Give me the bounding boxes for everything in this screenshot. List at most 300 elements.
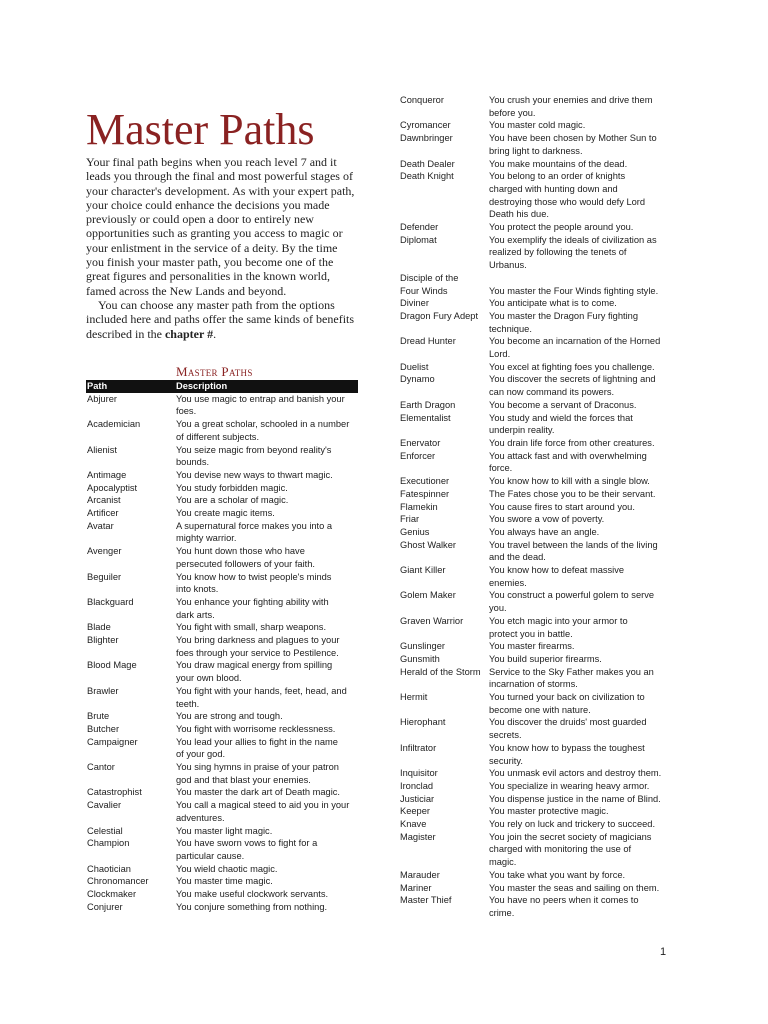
table-row (86, 837, 358, 862)
path-description (489, 805, 681, 818)
description-line: before you. (489, 107, 536, 118)
description-line: foes. (176, 406, 197, 417)
table-row (86, 685, 358, 710)
path-name: Avatar (87, 520, 114, 531)
table-row (399, 894, 681, 919)
path-name: Flamekin (400, 501, 438, 512)
intro-text (86, 155, 358, 341)
table-row (399, 412, 681, 437)
description-line: You become an incarnation of the Horned (489, 336, 661, 347)
path-name: Cavalier (87, 800, 122, 811)
path-description (489, 793, 681, 806)
path-description (489, 412, 681, 437)
table-title: Master Paths (176, 364, 253, 379)
table-row (86, 659, 358, 684)
path-description (176, 685, 358, 710)
path-description (489, 767, 681, 780)
description-line: You fight with worrisome recklessness. (176, 723, 336, 734)
chapter-reference: chapter # (164, 326, 214, 341)
description-line: You enhance your fighting ability with (176, 596, 329, 607)
table-row (399, 310, 681, 335)
description-line: protect you in battle. (489, 628, 573, 639)
table-row (399, 767, 681, 780)
path-description (489, 513, 681, 526)
path-description (176, 545, 358, 570)
path-description (176, 507, 358, 520)
path-name: Antimage (87, 469, 127, 480)
path-description (176, 786, 358, 799)
table-row (86, 494, 358, 507)
path-name: Death Knight (400, 171, 454, 182)
description-line: You join the secret society of magicians (489, 831, 652, 842)
path-description (489, 539, 681, 564)
description-line: enemies. (489, 577, 527, 588)
path-name: Four Winds (400, 285, 448, 296)
path-description (176, 659, 358, 684)
description-line: You use magic to entrap and banish your (176, 393, 345, 404)
description-line: You anticipate what is to come. (489, 298, 617, 309)
description-line: The Fates chose you to be their servant. (489, 488, 656, 499)
path-name: Dread Hunter (400, 336, 456, 347)
description-line: Lord. (489, 349, 511, 360)
path-name: Academician (87, 419, 141, 430)
path-description (489, 170, 681, 221)
path-name: Friar (400, 514, 420, 525)
path-description (176, 469, 358, 482)
path-description (489, 272, 681, 285)
description-line: You make useful clockwork servants. (176, 889, 329, 900)
path-description (176, 723, 358, 736)
path-description (176, 482, 358, 495)
path-name: Arcanist (87, 495, 121, 506)
description-line: You belong to an order of knights (489, 171, 626, 182)
page-title: Master Paths (86, 105, 315, 154)
description-line: destroying those who would defy Lord (489, 196, 646, 207)
path-description (176, 875, 358, 888)
description-line: You master light magic. (176, 825, 273, 836)
description-line: You discover the druids' most guarded (489, 717, 647, 728)
description-line: You turned your back on civilization to (489, 692, 645, 703)
table-body-right (399, 94, 681, 920)
path-description (489, 666, 681, 691)
path-name: Avenger (87, 546, 122, 557)
page-number: 1 (660, 946, 667, 958)
description-line: You rely on luck and trickery to succeed. (489, 819, 656, 830)
description-line: You have no peers when it comes to (489, 895, 639, 906)
description-line: mighty warrior. (176, 533, 237, 544)
path-description (176, 736, 358, 761)
path-name: Cyromancer (400, 120, 451, 131)
description-line: You travel between the lands of the living (489, 539, 658, 550)
description-line: Service to the Sky Father makes you an (489, 666, 654, 677)
path-name: Diplomat (400, 234, 437, 245)
description-line: dark arts. (176, 609, 215, 620)
description-line: secrets. (489, 730, 522, 741)
table-row (86, 875, 358, 888)
path-name: Blackguard (87, 596, 134, 607)
path-description (176, 761, 358, 786)
path-name: Genius (400, 526, 430, 537)
table-row (86, 863, 358, 876)
description-line: You excel at fighting foes you challenge. (489, 361, 655, 372)
path-name: Brute (87, 711, 110, 722)
description-line: into knots. (176, 584, 219, 595)
path-description (489, 716, 681, 741)
table-row (399, 475, 681, 488)
description-line: underpin reality. (489, 425, 555, 436)
path-description (176, 710, 358, 723)
path-description (489, 94, 681, 119)
description-line: bring light to darkness. (489, 145, 583, 156)
table-row (399, 132, 681, 157)
description-line: You have been chosen by Mother Sun to (489, 133, 657, 144)
path-description (489, 589, 681, 614)
table-row (399, 272, 681, 285)
description-line: You cause fires to start around you. (489, 501, 635, 512)
description-line: particular cause. (176, 851, 245, 861)
description-line: technique. (489, 323, 532, 334)
path-name: Butcher (87, 723, 120, 734)
description-line: and the dead. (489, 552, 546, 563)
description-line: You swore a vow of poverty. (489, 514, 605, 525)
path-description (489, 780, 681, 793)
path-description (489, 894, 681, 919)
path-name: Herald of the Storm (400, 666, 481, 677)
path-description (489, 615, 681, 640)
path-description (489, 475, 681, 488)
description-line: persecuted followers of your faith. (176, 558, 316, 569)
description-line: A supernatural force makes you into a (176, 520, 333, 531)
path-name: Apocalyptist (87, 482, 138, 493)
table-row (399, 882, 681, 895)
table-row (399, 780, 681, 793)
table-row (86, 799, 358, 824)
description-line: realized by following the tenets of (489, 247, 627, 258)
table-row (86, 723, 358, 736)
table-row (399, 170, 681, 221)
path-name: Blade (87, 622, 111, 633)
path-name: Dragon Fury Adept (400, 310, 479, 321)
description-line: You make mountains of the dead. (489, 158, 628, 169)
path-name: Hierophant (400, 717, 446, 728)
path-description (176, 901, 358, 914)
path-name: Justiciar (400, 793, 435, 804)
path-name: Blood Mage (87, 660, 137, 671)
description-line: You unmask evil actors and destroy them. (489, 768, 662, 779)
path-description (489, 818, 681, 831)
description-line: You master the Four Winds fighting style. (489, 285, 659, 296)
table-row (399, 615, 681, 640)
path-description (176, 799, 358, 824)
path-name: Magister (400, 831, 436, 842)
path-name: Clockmaker (87, 889, 137, 900)
description-line: You devise new ways to thwart magic. (176, 469, 333, 480)
description-line: You protect the people around you. (489, 222, 634, 233)
description-line: You are strong and tough. (176, 711, 283, 722)
table-row (86, 786, 358, 799)
table-row (399, 234, 681, 272)
path-name: Duelist (400, 361, 429, 372)
table-row (86, 901, 358, 914)
intro-paragraph-2-text: You can choose any master path from the options included here and paths offer the same kinds of benefits described in the (86, 297, 355, 341)
description-line: charged with hunting down and (489, 183, 618, 194)
table-row (86, 825, 358, 838)
description-line: You construct a powerful golem to serve (489, 590, 655, 601)
description-line: You dispense justice in the name of Blind. (489, 793, 661, 804)
description-line: You master the seas and sailing on them. (489, 882, 660, 893)
table-row (399, 793, 681, 806)
path-description (489, 285, 681, 298)
path-description (489, 310, 681, 335)
path-name: Cantor (87, 762, 115, 773)
path-name: Ghost Walker (400, 539, 456, 550)
description-line: You are a scholar of magic. (176, 495, 289, 506)
path-name: Golem Maker (400, 590, 456, 601)
path-description (176, 596, 358, 621)
path-description (489, 501, 681, 514)
table-row (399, 399, 681, 412)
path-name: Celestial (87, 825, 123, 836)
table-row (399, 742, 681, 767)
table-row (86, 469, 358, 482)
description-line: You master time magic. (176, 876, 273, 887)
description-line: You master the Dragon Fury fighting (489, 310, 639, 321)
table-row (399, 221, 681, 234)
path-description (176, 418, 358, 443)
path-name: Defender (400, 222, 439, 233)
table-row (86, 761, 358, 786)
table-body-left (86, 393, 358, 914)
path-description (176, 571, 358, 596)
description-line: security. (489, 755, 523, 766)
table-row (399, 869, 681, 882)
path-name: Elementalist (400, 412, 451, 423)
table-row (399, 716, 681, 741)
path-description (489, 526, 681, 539)
description-line: You create magic items. (176, 508, 275, 519)
path-name: Alienist (87, 444, 117, 455)
path-description (489, 399, 681, 412)
table-row (86, 888, 358, 901)
path-description (489, 221, 681, 234)
table-row (399, 640, 681, 653)
header-path: Path (87, 381, 108, 391)
master-paths-table-right (399, 94, 681, 920)
table-row (399, 373, 681, 398)
description-line: adventures. (176, 812, 225, 823)
description-line: You master the dark art of Death magic. (176, 787, 340, 798)
path-description (489, 119, 681, 132)
path-description (489, 158, 681, 171)
path-name: Fatespinner (400, 488, 450, 499)
table-row (86, 596, 358, 621)
table-row (399, 450, 681, 475)
table-row (399, 818, 681, 831)
path-name: Giant Killer (400, 565, 446, 576)
description-line: incarnation of storms. (489, 679, 578, 690)
path-description (489, 450, 681, 475)
path-name: Master Thief (400, 895, 452, 906)
path-description (176, 863, 358, 876)
description-line: You know how to defeat massive (489, 565, 625, 576)
table-row (399, 361, 681, 374)
path-name: Keeper (400, 806, 430, 817)
table-row (86, 444, 358, 469)
path-name: Catastrophist (87, 787, 142, 798)
table-row (399, 513, 681, 526)
path-name: Marauder (400, 869, 440, 880)
description-line: your own blood. (176, 673, 242, 684)
description-line: You know how to bypass the toughest (489, 742, 645, 753)
table-row (399, 653, 681, 666)
table-row (86, 520, 358, 545)
path-description (489, 640, 681, 653)
path-description (176, 494, 358, 507)
path-description (489, 373, 681, 398)
description-line: charged with monitoring the use of (489, 844, 632, 855)
path-name: Diviner (400, 298, 429, 309)
description-line: You bring darkness and plagues to your (176, 635, 340, 646)
description-line: You crush your enemies and drive them (489, 95, 653, 105)
path-name: Gunsmith (400, 653, 440, 664)
description-line: Urbanus. (489, 260, 527, 271)
path-description (489, 132, 681, 157)
path-name: Campaigner (87, 736, 138, 747)
description-line: can now command its powers. (489, 387, 615, 398)
path-name: Enforcer (400, 450, 436, 461)
path-description (489, 742, 681, 767)
table-row (86, 393, 358, 418)
description-line: You hunt down those who have (176, 546, 305, 557)
table-row (86, 418, 358, 443)
path-description (489, 437, 681, 450)
path-description (489, 361, 681, 374)
path-name: Chronomancer (87, 876, 149, 887)
table-row (399, 94, 681, 119)
path-name: Enervator (400, 437, 441, 448)
table-row (399, 297, 681, 310)
description-line: You master cold magic. (489, 120, 586, 131)
header-description: Description (176, 381, 228, 391)
table-row (86, 571, 358, 596)
path-description (176, 621, 358, 634)
table-row (399, 526, 681, 539)
description-line: You attack fast and with overwhelming (489, 450, 647, 461)
description-line: You etch magic into your armor to (489, 615, 628, 626)
table-row (399, 805, 681, 818)
description-line: force. (489, 463, 513, 474)
description-line: You call a magical steed to aid you in your (176, 800, 350, 811)
table-row (86, 621, 358, 634)
path-name: Brawler (87, 685, 119, 696)
path-name: Abjurer (87, 393, 117, 404)
path-name: Inquisitor (400, 768, 438, 779)
path-description (176, 634, 358, 659)
description-line: You draw magical energy from spilling (176, 660, 333, 671)
path-description (489, 691, 681, 716)
description-line: You know how to twist people's minds (176, 571, 332, 582)
table-row (399, 488, 681, 501)
path-name: Executioner (400, 476, 450, 487)
table-header-row (86, 380, 358, 393)
description-line: teeth. (176, 698, 200, 709)
path-description (489, 488, 681, 501)
path-name: Mariner (400, 882, 432, 893)
description-line (489, 272, 681, 285)
path-name: Earth Dragon (400, 399, 456, 410)
description-line: You drain life force from other creatures. (489, 437, 655, 448)
description-line: You always have an angle. (489, 526, 600, 537)
description-line: You conjure something from nothing. (176, 901, 328, 912)
description-line: You wield chaotic magic. (176, 863, 278, 874)
description-line: You fight with your hands, feet, head, and (176, 685, 347, 696)
description-line: You fight with small, sharp weapons. (176, 622, 327, 633)
path-name: Conqueror (400, 95, 444, 105)
path-name: Gunslinger (400, 641, 445, 652)
table-row (86, 545, 358, 570)
intro-paragraph-2-end: . (213, 326, 217, 341)
description-line: bounds. (176, 457, 210, 468)
path-name: Chaotician (87, 863, 131, 874)
path-description (176, 393, 358, 418)
path-name: Dawnbringer (400, 133, 453, 144)
master-paths-table-left (86, 380, 358, 914)
path-name: Dynamo (400, 374, 435, 385)
description-line: magic. (489, 857, 517, 868)
table-row (399, 335, 681, 360)
description-line: You know how to kill with a single blow. (489, 476, 650, 487)
path-name: Hermit (400, 692, 428, 703)
description-line: foes through your service to Pestilence. (176, 647, 339, 658)
description-line: You become a servant of Draconus. (489, 399, 637, 410)
description-line: Death his due. (489, 209, 549, 220)
table-row (86, 710, 358, 723)
path-description (176, 444, 358, 469)
table-row (86, 507, 358, 520)
table-row (399, 691, 681, 716)
path-description (489, 882, 681, 895)
table-row (399, 119, 681, 132)
description-line: You have sworn vows to fight for a (176, 838, 318, 849)
table-row (86, 736, 358, 761)
path-name: Infiltrator (400, 742, 437, 753)
description-line: You specialize in wearing heavy armor. (489, 780, 650, 791)
table-row (399, 539, 681, 564)
path-description (489, 234, 681, 272)
intro-paragraph-1: Your final path begins when you reach level 7 and it leads you through the final and most powerful stages of your character's development. As with your expert path, your choice could enhance the decisions you made previously or could open a door to entirely new opportunities such as granting you access to magic or your enlistment in the service of a deity. By the time you finish your master path, you become one of the great figures and personalities in the known world, famed across the New Lands and beyond. (86, 155, 355, 298)
description-line: You master firearms. (489, 641, 575, 652)
path-description (489, 297, 681, 310)
table-row (399, 285, 681, 298)
description-line: You sing hymns in praise of your patron (176, 762, 339, 773)
path-name: Blighter (87, 635, 119, 646)
path-description (489, 335, 681, 360)
description-line: of your god. (176, 749, 226, 760)
table-row (399, 589, 681, 614)
description-line: You discover the secrets of lightning and (489, 374, 656, 385)
description-line: You take what you want by force. (489, 869, 626, 880)
description-line: become one with nature. (489, 704, 591, 715)
path-description (176, 520, 358, 545)
path-name: Artificer (87, 508, 119, 519)
table-row (86, 634, 358, 659)
path-description (489, 869, 681, 882)
description-line: of different subjects. (176, 431, 260, 442)
description-line: You study forbidden magic. (176, 482, 288, 493)
path-name: Graven Warrior (400, 615, 464, 626)
path-description (176, 837, 358, 862)
table-row (399, 501, 681, 514)
